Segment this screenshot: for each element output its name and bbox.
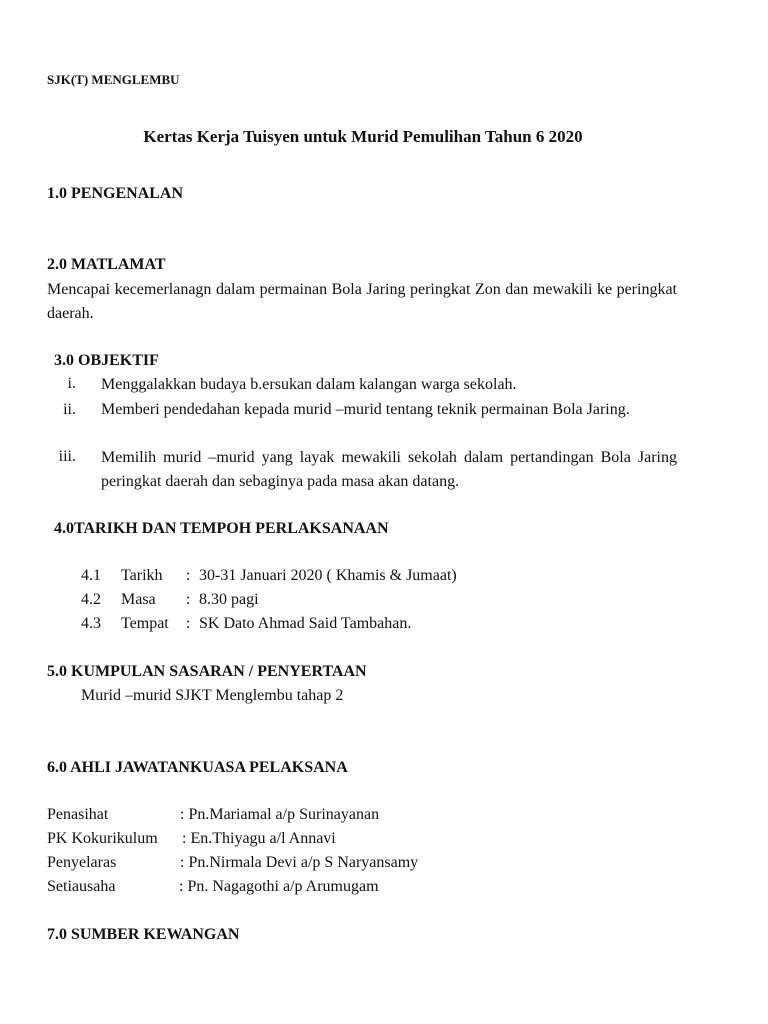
schedule-label: Tarikh: [121, 567, 163, 584]
committee-name: : Pn.Mariamal a/p Surinayanan: [180, 806, 380, 823]
section-1-heading: 1.0 PENGENALAN: [47, 185, 184, 202]
section-7-heading: 7.0 SUMBER KEWANGAN: [47, 926, 240, 943]
schedule-sep: :: [186, 567, 191, 584]
objective-3-text: Memilih murid –murid yang layak mewakili sekolah dalam pertandingan Bola Jaring peringkat daerah dan sebaginya pada masa akan datang.: [101, 449, 677, 490]
schedule-label: Masa: [121, 591, 156, 608]
schedule-value: 8.30 pagi: [199, 591, 259, 608]
schedule-num: 4.1: [81, 567, 101, 584]
section-5-heading: 5.0 KUMPULAN SASARAN / PENYERTAAN: [47, 663, 367, 680]
committee-role: Penasihat: [47, 806, 109, 823]
section-2-heading: 2.0 MATLAMAT: [47, 256, 166, 273]
committee-role: PK Kokurikulum: [47, 830, 158, 847]
schedule-num: 4.3: [81, 615, 101, 632]
committee-role: Penyelaras: [47, 854, 117, 871]
section-6-heading: 6.0 AHLI JAWATANKUASA PELAKSANA: [47, 759, 348, 776]
committee-role: Setiausaha: [47, 878, 116, 895]
schedule-label: Tempat: [121, 615, 169, 632]
schedule-value: 30-31 Januari 2020 ( Khamis & Jumaat): [199, 567, 457, 584]
section-4-heading: 4.0TARIKH DAN TEMPOH PERLAKSANAAN: [54, 520, 389, 537]
committee-name: : Pn. Nagagothi a/p Arumugam: [179, 878, 379, 895]
objective-3-number: iii.: [58, 448, 76, 465]
objective-1-text: Menggalakkan budaya b.ersukan dalam kalangan warga sekolah.: [101, 376, 517, 393]
committee-name: : En.Thiyagu a/l Annavi: [182, 830, 336, 847]
section-2-text: Mencapai kecemerlanagn dalam permainan Bola Jaring peringkat Zon dan mewakili ke peringkat daerah.: [47, 281, 677, 322]
schedule-sep: :: [186, 615, 191, 632]
schedule-value: SK Dato Ahmad Said Tambahan.: [199, 615, 412, 632]
schedule-num: 4.2: [81, 591, 101, 608]
committee-name: : Pn.Nirmala Devi a/p S Naryansamy: [180, 854, 419, 871]
document-title: Kertas Kerja Tuisyen untuk Murid Pemulihan Tahun 6 2020: [143, 127, 583, 146]
objective-2-text: Memberi pendedahan kepada murid –murid tentang teknik permainan Bola Jaring.: [101, 401, 630, 418]
objective-1-number: i.: [67, 375, 76, 392]
objective-2-number: ii.: [63, 401, 76, 418]
section-5-text: Murid –murid SJKT Menglembu tahap 2: [81, 687, 344, 704]
school-name: SJK(T) MENGLEMBU: [47, 72, 180, 87]
schedule-sep: :: [186, 591, 191, 608]
section-3-heading: 3.0 OBJEKTIF: [54, 352, 159, 369]
